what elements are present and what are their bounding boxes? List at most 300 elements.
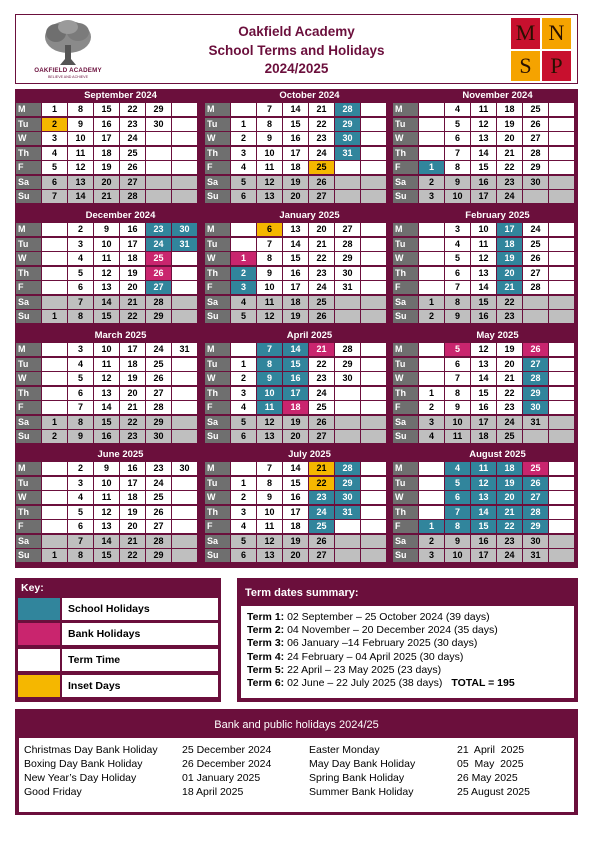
key-label: Term Time (62, 649, 218, 671)
day-cell: 18 (283, 520, 308, 533)
weekday-row (204, 280, 389, 294)
weekday-label: Tu (16, 358, 41, 371)
weekday-label: Th (205, 506, 230, 519)
day-cell: 23 (146, 462, 171, 475)
day-cell: 9 (257, 372, 282, 385)
day-cell: 24 (309, 281, 334, 294)
empty-cell (42, 238, 67, 251)
weekday-label: W (16, 252, 41, 265)
term-label: Term 4: (247, 650, 285, 663)
weekday-row (15, 189, 200, 203)
weekday-label: W (16, 372, 41, 385)
day-cell: 1 (42, 416, 67, 429)
holiday-name: Spring Bank Holiday (309, 772, 405, 784)
day-cell: 12 (94, 267, 119, 280)
day-cell: 6 (445, 132, 470, 145)
empty-cell (419, 103, 444, 116)
weekday-label: Sa (393, 176, 418, 189)
day-cell: 14 (68, 190, 93, 203)
day-cell: 21 (497, 372, 522, 385)
weekday-label: Su (205, 190, 230, 203)
day-cell: 16 (471, 401, 496, 414)
empty-cell (335, 520, 360, 533)
day-cell: 27 (309, 190, 334, 203)
weekday-row (392, 237, 577, 251)
day-cell: 27 (309, 430, 334, 443)
weekday-label: Th (16, 267, 41, 280)
empty-cell (361, 549, 386, 562)
day-cell: 22 (497, 296, 522, 309)
month-title: November 2024 (462, 90, 533, 101)
key-item-bank-holidays (18, 623, 218, 645)
day-cell: 2 (419, 535, 444, 548)
page-header (15, 14, 578, 84)
day-cell: 9 (68, 430, 93, 443)
weekday-label: M (393, 462, 418, 475)
weekday-row (392, 357, 577, 371)
weekday-label: W (393, 372, 418, 385)
mnsp-letter: N (542, 18, 571, 49)
day-cell: 29 (146, 416, 171, 429)
day-cell: 26 (146, 372, 171, 385)
day-cell: 4 (445, 103, 470, 116)
color-swatch (18, 649, 60, 671)
empty-cell (335, 296, 360, 309)
day-cell: 1 (419, 161, 444, 174)
weekday-label: M (16, 103, 41, 116)
mnsp-logo (511, 18, 571, 81)
day-cell: 6 (68, 387, 93, 400)
weekday-row (392, 415, 577, 429)
day-cell: 29 (523, 161, 548, 174)
bank-holidays-panel (15, 709, 578, 815)
day-cell: 11 (94, 491, 119, 504)
day-cell: 9 (445, 535, 470, 548)
day-cell: 23 (309, 372, 334, 385)
day-cell: 22 (120, 103, 145, 116)
weekday-label: Tu (16, 118, 41, 131)
day-cell: 11 (94, 252, 119, 265)
weekday-row (15, 309, 200, 323)
weekday-label: Sa (16, 176, 41, 189)
weekday-row (204, 357, 389, 371)
day-cell: 11 (445, 430, 470, 443)
day-cell: 28 (335, 462, 360, 475)
day-cell: 20 (283, 190, 308, 203)
empty-cell (42, 462, 67, 475)
weekday-label: M (205, 343, 230, 356)
day-cell: 6 (257, 223, 282, 236)
empty-cell (549, 477, 574, 490)
weekday-row (204, 429, 389, 443)
day-cell: 14 (471, 372, 496, 385)
day-cell: 3 (68, 238, 93, 251)
empty-cell (42, 401, 67, 414)
day-cell: 28 (335, 343, 360, 356)
weekday-row (204, 251, 389, 265)
day-cell: 26 (146, 506, 171, 519)
weekday-row (204, 505, 389, 519)
empty-cell (361, 401, 386, 414)
day-cell: 15 (283, 358, 308, 371)
day-cell: 21 (309, 343, 334, 356)
empty-cell (172, 161, 197, 174)
weekday-label: Su (393, 190, 418, 203)
day-cell: 8 (257, 358, 282, 371)
empty-cell (549, 103, 574, 116)
day-cell: 26 (523, 343, 548, 356)
day-cell: 29 (146, 310, 171, 323)
day-cell: 25 (309, 296, 334, 309)
empty-cell (335, 161, 360, 174)
day-cell: 23 (497, 310, 522, 323)
weekday-label: Tu (205, 118, 230, 131)
day-cell: 4 (231, 161, 256, 174)
day-cell: 10 (257, 147, 282, 160)
day-cell: 30 (146, 430, 171, 443)
day-cell: 12 (471, 343, 496, 356)
month-title: June 2025 (97, 449, 144, 460)
weekday-row (392, 160, 577, 174)
day-cell: 1 (42, 103, 67, 116)
month-block (15, 89, 200, 206)
holiday-date: 05 May 2025 (457, 758, 524, 770)
empty-cell (42, 520, 67, 533)
holiday-name: Boxing Day Bank Holiday (24, 758, 143, 770)
day-cell: 24 (497, 549, 522, 562)
empty-cell (523, 430, 548, 443)
academic-year: 2024/2025 (264, 61, 329, 76)
day-cell: 18 (497, 238, 522, 251)
empty-cell (419, 223, 444, 236)
day-cell: 9 (257, 491, 282, 504)
weekday-row (204, 266, 389, 280)
day-cell: 14 (94, 296, 119, 309)
day-cell: 28 (120, 190, 145, 203)
weekday-row (204, 415, 389, 429)
day-cell: 6 (68, 281, 93, 294)
day-cell: 13 (471, 267, 496, 280)
day-cell: 6 (445, 267, 470, 280)
empty-cell (361, 190, 386, 203)
term-row (247, 624, 574, 637)
day-cell: 1 (231, 477, 256, 490)
weekday-label: F (393, 161, 418, 174)
weekday-row (15, 295, 200, 309)
weekday-row (392, 519, 577, 533)
day-cell: 19 (283, 535, 308, 548)
key-label: Bank Holidays (62, 623, 218, 645)
key-label: Inset Days (62, 675, 218, 697)
day-cell: 13 (471, 491, 496, 504)
day-cell: 2 (419, 401, 444, 414)
empty-cell (361, 223, 386, 236)
day-cell: 25 (309, 401, 334, 414)
day-cell: 29 (335, 252, 360, 265)
day-cell: 2 (42, 118, 67, 131)
day-cell: 13 (94, 281, 119, 294)
day-cell: 10 (257, 506, 282, 519)
day-cell: 21 (497, 281, 522, 294)
weekday-label: F (393, 281, 418, 294)
weekday-row (15, 415, 200, 429)
day-cell: 25 (523, 103, 548, 116)
empty-cell (146, 161, 171, 174)
day-cell: 11 (257, 161, 282, 174)
weekday-label: Th (205, 387, 230, 400)
day-cell: 18 (283, 161, 308, 174)
weekday-label: F (16, 161, 41, 174)
empty-cell (361, 520, 386, 533)
day-cell: 21 (120, 296, 145, 309)
weekday-label: Su (393, 430, 418, 443)
weekday-row (204, 386, 389, 400)
day-cell: 13 (257, 549, 282, 562)
month-title: February 2025 (465, 210, 530, 221)
day-cell: 10 (94, 477, 119, 490)
weekday-row (15, 222, 200, 236)
weekday-label: Sa (16, 416, 41, 429)
empty-cell (42, 281, 67, 294)
empty-cell (549, 416, 574, 429)
day-cell: 24 (146, 477, 171, 490)
empty-cell (335, 401, 360, 414)
weekday-row (204, 534, 389, 548)
day-cell: 30 (172, 223, 197, 236)
empty-cell (172, 430, 197, 443)
weekday-label: W (16, 491, 41, 504)
day-cell: 11 (257, 401, 282, 414)
day-cell: 29 (523, 387, 548, 400)
day-cell: 27 (523, 491, 548, 504)
empty-cell (361, 238, 386, 251)
day-cell: 13 (471, 358, 496, 371)
empty-cell (42, 252, 67, 265)
day-cell: 22 (497, 387, 522, 400)
day-cell: 18 (120, 491, 145, 504)
day-cell: 30 (523, 401, 548, 414)
day-cell: 5 (231, 416, 256, 429)
day-cell: 25 (146, 358, 171, 371)
day-cell: 5 (445, 118, 470, 131)
day-cell: 10 (94, 343, 119, 356)
day-cell: 27 (146, 520, 171, 533)
day-cell: 23 (120, 118, 145, 131)
term-row (247, 637, 574, 650)
day-cell: 24 (146, 238, 171, 251)
empty-cell (42, 296, 67, 309)
day-cell: 3 (445, 223, 470, 236)
weekday-label: M (393, 103, 418, 116)
day-cell: 28 (146, 401, 171, 414)
day-cell: 20 (120, 387, 145, 400)
empty-cell (335, 416, 360, 429)
day-cell: 18 (120, 358, 145, 371)
empty-cell (231, 103, 256, 116)
weekday-row (392, 102, 577, 116)
day-cell: 17 (471, 549, 496, 562)
day-cell: 22 (309, 252, 334, 265)
day-cell: 4 (68, 358, 93, 371)
weekday-label: Su (16, 310, 41, 323)
empty-cell (361, 430, 386, 443)
weekday-label: W (205, 491, 230, 504)
day-cell: 8 (68, 310, 93, 323)
empty-cell (361, 506, 386, 519)
day-cell: 12 (471, 118, 496, 131)
weekday-label: Th (16, 506, 41, 519)
weekday-label: Sa (393, 535, 418, 548)
day-cell: 12 (94, 372, 119, 385)
weekday-label: F (205, 401, 230, 414)
empty-cell (172, 520, 197, 533)
empty-cell (549, 190, 574, 203)
holiday-name: May Day Bank Holiday (309, 758, 416, 770)
day-cell: 27 (120, 176, 145, 189)
day-cell: 3 (42, 132, 67, 145)
day-cell: 20 (283, 430, 308, 443)
mnsp-letter: P (542, 51, 571, 82)
day-cell: 18 (283, 401, 308, 414)
empty-cell (419, 132, 444, 145)
day-cell: 25 (523, 462, 548, 475)
day-cell: 19 (497, 252, 522, 265)
weekday-row (204, 371, 389, 385)
day-cell: 12 (94, 506, 119, 519)
weekday-label: W (16, 132, 41, 145)
month-title: May 2025 (476, 330, 519, 341)
day-cell: 10 (257, 387, 282, 400)
day-cell: 22 (497, 520, 522, 533)
term-row (247, 677, 574, 690)
mnsp-letter: M (511, 18, 540, 49)
day-cell: 3 (231, 506, 256, 519)
empty-cell (361, 372, 386, 385)
weekday-label: M (16, 223, 41, 236)
weekday-row (204, 342, 389, 356)
weekday-row (392, 131, 577, 145)
day-cell: 2 (42, 430, 67, 443)
weekday-label: M (16, 343, 41, 356)
weekday-label: F (16, 520, 41, 533)
day-cell: 21 (309, 462, 334, 475)
day-cell: 4 (231, 296, 256, 309)
key-item-term-time (18, 649, 218, 671)
day-cell: 12 (471, 252, 496, 265)
day-cell: 3 (231, 281, 256, 294)
day-cell: 23 (309, 491, 334, 504)
weekday-label: M (205, 103, 230, 116)
day-cell: 14 (283, 462, 308, 475)
day-cell: 17 (94, 132, 119, 145)
day-cell: 26 (120, 161, 145, 174)
weekday-row (392, 548, 577, 562)
holiday-date: 01 January 2025 (182, 772, 261, 784)
empty-cell (335, 430, 360, 443)
empty-cell (549, 132, 574, 145)
day-cell: 20 (120, 281, 145, 294)
day-cell: 1 (42, 549, 67, 562)
weekday-label: W (205, 372, 230, 385)
weekday-label: Th (16, 387, 41, 400)
day-cell: 15 (94, 310, 119, 323)
day-cell: 31 (335, 147, 360, 160)
day-cell: 5 (42, 161, 67, 174)
month-block (392, 89, 577, 206)
day-cell: 14 (283, 238, 308, 251)
weekday-label: W (205, 252, 230, 265)
day-cell: 10 (445, 416, 470, 429)
day-cell: 6 (42, 176, 67, 189)
weekday-label: F (16, 401, 41, 414)
empty-cell (419, 118, 444, 131)
day-cell: 9 (94, 462, 119, 475)
day-cell: 30 (146, 118, 171, 131)
day-cell: 7 (68, 401, 93, 414)
empty-cell (549, 252, 574, 265)
day-cell: 14 (471, 506, 496, 519)
weekday-row (15, 131, 200, 145)
empty-cell (361, 103, 386, 116)
empty-cell (172, 296, 197, 309)
term-label: Term 5: (247, 663, 285, 676)
day-cell: 15 (471, 387, 496, 400)
weekday-label: M (16, 462, 41, 475)
term-row (247, 664, 574, 677)
day-cell: 28 (146, 535, 171, 548)
term-text: 02 September – 25 October 2024 (39 days) (284, 611, 490, 623)
day-cell: 19 (120, 267, 145, 280)
weekday-label: F (393, 401, 418, 414)
day-cell: 16 (283, 491, 308, 504)
holiday-name: Summer Bank Holiday (309, 786, 414, 798)
holiday-name: Good Friday (24, 786, 82, 798)
empty-cell (523, 310, 548, 323)
empty-cell (549, 430, 574, 443)
day-cell: 8 (257, 477, 282, 490)
empty-cell (231, 223, 256, 236)
empty-cell (549, 147, 574, 160)
day-cell: 1 (419, 296, 444, 309)
weekday-row (204, 160, 389, 174)
day-cell: 19 (283, 416, 308, 429)
day-cell: 24 (146, 343, 171, 356)
empty-cell (549, 118, 574, 131)
weekday-label: Su (205, 430, 230, 443)
day-cell: 20 (497, 267, 522, 280)
day-cell: 27 (146, 281, 171, 294)
weekday-label: Th (393, 506, 418, 519)
day-cell: 2 (68, 223, 93, 236)
day-cell: 21 (94, 190, 119, 203)
day-cell: 30 (523, 535, 548, 548)
month-block (392, 329, 577, 446)
empty-cell (42, 358, 67, 371)
month-title: April 2025 (286, 330, 333, 341)
day-cell: 16 (283, 267, 308, 280)
day-cell: 14 (471, 147, 496, 160)
weekday-row (15, 342, 200, 356)
day-cell: 3 (419, 416, 444, 429)
day-cell: 14 (94, 535, 119, 548)
day-cell: 19 (283, 176, 308, 189)
empty-cell (361, 147, 386, 160)
day-cell: 7 (257, 238, 282, 251)
empty-cell (523, 296, 548, 309)
month-title: July 2025 (288, 449, 331, 460)
weekday-row (392, 280, 577, 294)
empty-cell (419, 238, 444, 251)
